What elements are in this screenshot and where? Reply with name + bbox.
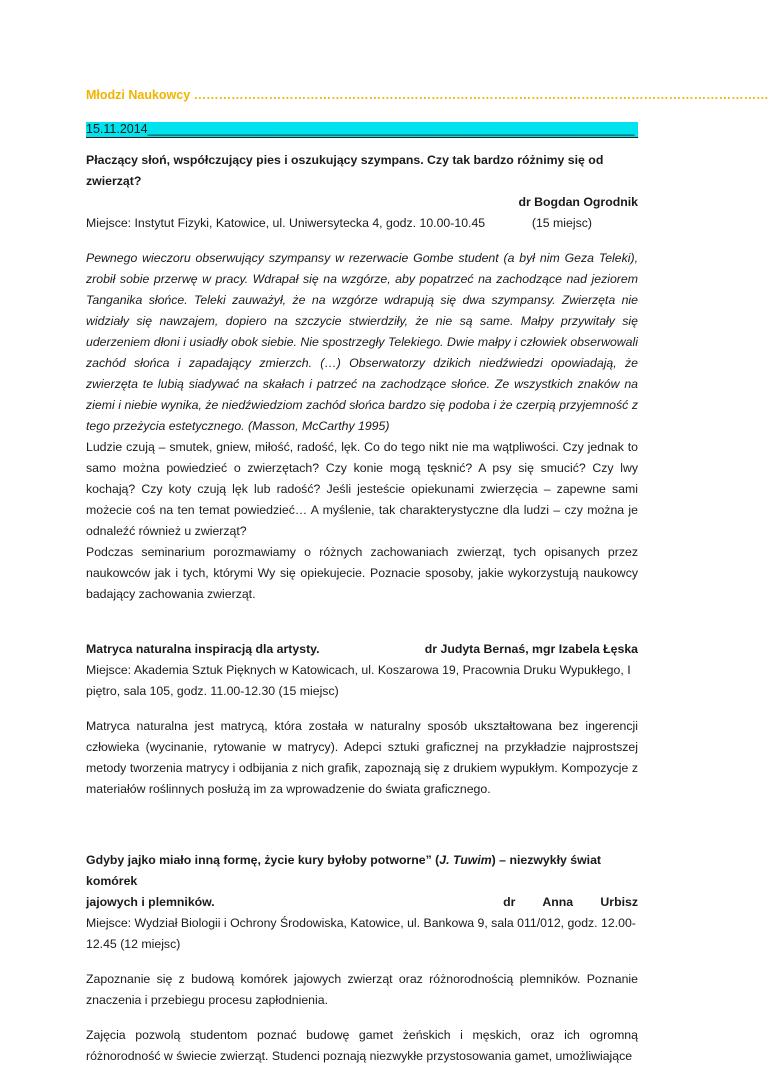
section1-place: Miejsce: Instytut Fizyki, Katowice, ul. Uniwersytecka 4, godz. 10.00-10.45	[86, 216, 486, 230]
section1-paragraph-1: Ludzie czują – smutek, gniew, miłość, radość, lęk. Co do tego nikt nie ma wątpliwości. Czy jednak to samo można powiedzieć o zwierzętach? Czy konie mogą tęsknić? A psy się smucić? Czy lwy kochają? Czy koty czują lęk lub radość? Jeśli jesteście opiekunami zwierzęcia – zapewne sami możecie coś na ten temat powiedzieć… A myślenie, tak charakterystyczne dla ludzi – czy można je odnaleźć również u zwierząt?	[86, 440, 638, 538]
section2-lecturer: dr Judyta Bernaś, mgr Izabela Łęska	[424, 642, 638, 656]
section1-title: Płaczący słoń, współczujący pies i oszukujący szympans. Czy tak bardzo różnimy się od zwierząt?	[86, 153, 604, 188]
section1-place-row	[86, 213, 638, 234]
section3-place: Miejsce: Wydział Biologii i Ochrony Środowiska, Katowice, ul. Bankowa 9, sala 011/012, godz. 12.00-12.45 (12 miejsc)	[86, 916, 636, 951]
document-page	[86, 88, 769, 1067]
section1-quote: Pewnego wieczoru obserwujący szympansy w rezerwacie Gombe student (a był nim Geza Teleki), zrobił sobie przerwę w pracy. Wdrapał się na wzgórze, aby popatrzeć na zachodzące nad jeziorem Tanganika słońce. Teleki zauważył, że na wzgórze wdrapują się dwa szympansy. Zwierzęta nie widziały się nawzajem, dopiero na szczycie stwierdziły, że nie są same. Małpy przywitały się uderzeniem dłoni i usiadły obok siebie. Nie spostrzegły Telekiego. Dwie małpy i człowiek obserwowali zachód słońca i zapadający zmierzch. (…) Obserwatorzy dzikich niedźwiedzi opowiadają, że zwierzęta te lubią siadywać na skałach i patrzeć na zachodzące słońce. Ze wszystkich znaków na ziemi i niebie wynika, że niedźwiedziom zachód słońca bardzo się podoba i że czerpią przyjemność z tego przeżycia estetycznego. (Masson, McCarthy 1995)	[86, 251, 638, 433]
section3-title-row-2	[86, 892, 638, 913]
section3-paragraph-1: Zapoznanie się z budową komórek jajowych zwierząt oraz różnorodnością plemników. Poznanie znaczenia i przebiegu procesu zapłodnienia.	[86, 972, 638, 1007]
section3-title-line2: jajowych i plemników.	[86, 895, 215, 909]
section2-header-row	[86, 639, 638, 660]
section3-title-author: J. Tuwim	[439, 853, 492, 867]
section1-seats: (15 miejsc)	[531, 216, 592, 230]
section2-title: Matryca naturalna inspiracją dla artysty.	[86, 642, 320, 656]
section1-paragraph-2: Podczas seminarium porozmawiamy o różnych zachowaniach zwierząt, tych opisanych przez naukowców jak i tych, którymi Wy się opiekujecie. Poznacie sposoby, jakie wykorzystują naukowcy badający zachowania zwierząt.	[86, 545, 638, 601]
program-header: Młodzi Naukowcy …………………………………………………………………………………………………………………………	[86, 88, 769, 102]
section1-lecturer: dr Bogdan Ogrodnik	[518, 195, 638, 209]
section2-paragraph-1: Matryca naturalna jest matrycą, która została w naturalny sposób ukształtowana bez ingerencji człowieka (wycinanie, rytowanie w matrycy). Adepci sztuki graficznej na przykładzie najprostszej metody tworzenia matrycy i odbijania z nich grafik, zapoznają się z drukiem wypukłym. Kompozycje z materiałów roślinnych posłużą im za wprowadzenie do świata graficznego.	[86, 719, 638, 796]
section3-lecturer: dr Anna Urbisz	[503, 895, 638, 909]
section3-paragraph-2: Zajęcia pozwolą studentom poznać budowę gamet żeńskich i męskich, oraz ich ogromną różnorodność w świecie zwierząt. Studenci poznają niezwykłe przystosowania gamet, umożliwiające	[86, 1028, 638, 1063]
section3-title: Gdyby jajko miało inną formę, życie kury byłoby potworne” (J. Tuwim) – niezwykły świat komórek	[86, 853, 602, 888]
date-highlight: 15.11.2014______________________________________________________________________	[86, 122, 638, 138]
section2-place: Miejsce: Akademia Sztuk Pięknych w Katowicach, ul. Koszarowa 19, Pracownia Druku Wypukłego, I piętro, sala 105, godz. 11.00-12.30 (15 miejsc)	[86, 663, 631, 698]
